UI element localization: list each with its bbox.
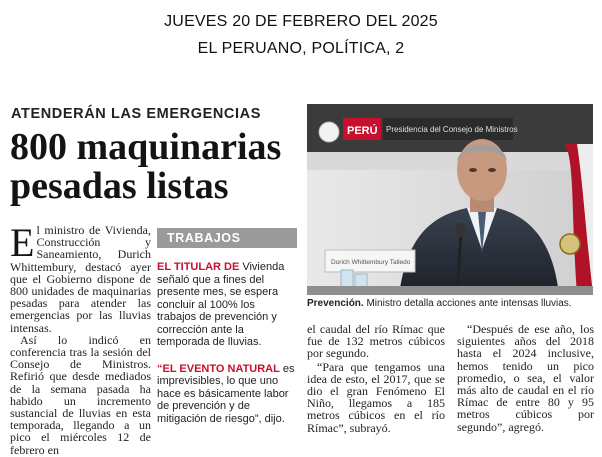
sidebar-box [157, 228, 297, 425]
coat-of-arms-icon [560, 234, 580, 254]
body-paragraph-3: el caudal del río Rímac que fue de 132 metros cúbicos por segundo. [307, 322, 445, 361]
sidebar-lead-2: “EL EVENTO NATURAL [157, 362, 280, 375]
backdrop-brand: PERÚ [347, 125, 378, 137]
lead-text: l ministro de Vivienda, Construcción y Saneamiento, Durich Whittembury, destacó ayer que el Gobierno dispone de 800 unidades de maquinarias pesadas para atender las emergencias por las lluvias intensas. [10, 223, 151, 335]
sidebar-text-1: Vivienda señaló que a fines del presente mes, se espera concluir al 100% los trabajos de prevención y corrección ante la temporada de lluvias. [157, 261, 285, 348]
article-kicker: ATENDERÁN LAS EMERGENCIAS [11, 106, 261, 122]
drop-cap: E [10, 220, 35, 265]
photo-illustration [307, 104, 593, 295]
edition-source: EL PERUANO, POLÍTICA, 2 [197, 40, 405, 57]
headline-line-2: pesadas listas [10, 165, 229, 207]
sidebar-paragraph-1 [157, 261, 297, 349]
body-column-1 [10, 220, 151, 457]
body-column-4 [457, 323, 594, 433]
sidebar-paragraph-2 [157, 363, 297, 426]
body-paragraph-2: Así lo indicó en conferencia tras la sesión del Consejo de Ministros. Refirió que desde mediados de la semana pasada ha habido un incremento sustancial de lluvias en esta temporada, llegando a un pico el miércoles 12 de febrero en [10, 332, 151, 457]
edition-date: JUEVES 20 DE FEBRERO DEL 2025 [164, 13, 438, 30]
photo-caption [307, 298, 593, 310]
caption-text: Ministro detalla acciones ante intensas lluvias. [363, 298, 572, 309]
lead-paragraph [10, 220, 151, 335]
body-column-3 [307, 323, 445, 434]
backdrop-text: Presidencia del Consejo de Ministros [386, 125, 518, 134]
body-paragraph-4: “Para que tengamos una idea de esto, el 2017, que se dio el gran Fenómeno El Niño, llegamos a 185 metros cúbicos en el río Rímac”, subrayó. [307, 359, 445, 435]
caption-label: Prevención. [307, 298, 364, 309]
sidebar-heading: TRABAJOS [157, 228, 297, 248]
body-paragraph-5: “Después de ese año, los siguientes años del 2018 hasta el 2024 inclusive, hemos tenido un pico promedio, o sea, el valor más alto de caudal en el río Rímac de entre 80 y 95 metros cúbicos por segundo”, agregó. [457, 322, 594, 434]
nameplate-text: Durich Whittembury Talledo [331, 259, 411, 266]
sidebar-lead-1: EL TITULAR DE [157, 261, 240, 273]
sidebar-text-2: es imprevisibles, lo que uno hace es básicamente labor de prevención y de mitigación de riesgo”, dijo. [157, 362, 295, 425]
article-photo [307, 104, 593, 295]
headline-line-1: 800 maquinarias [10, 126, 282, 168]
